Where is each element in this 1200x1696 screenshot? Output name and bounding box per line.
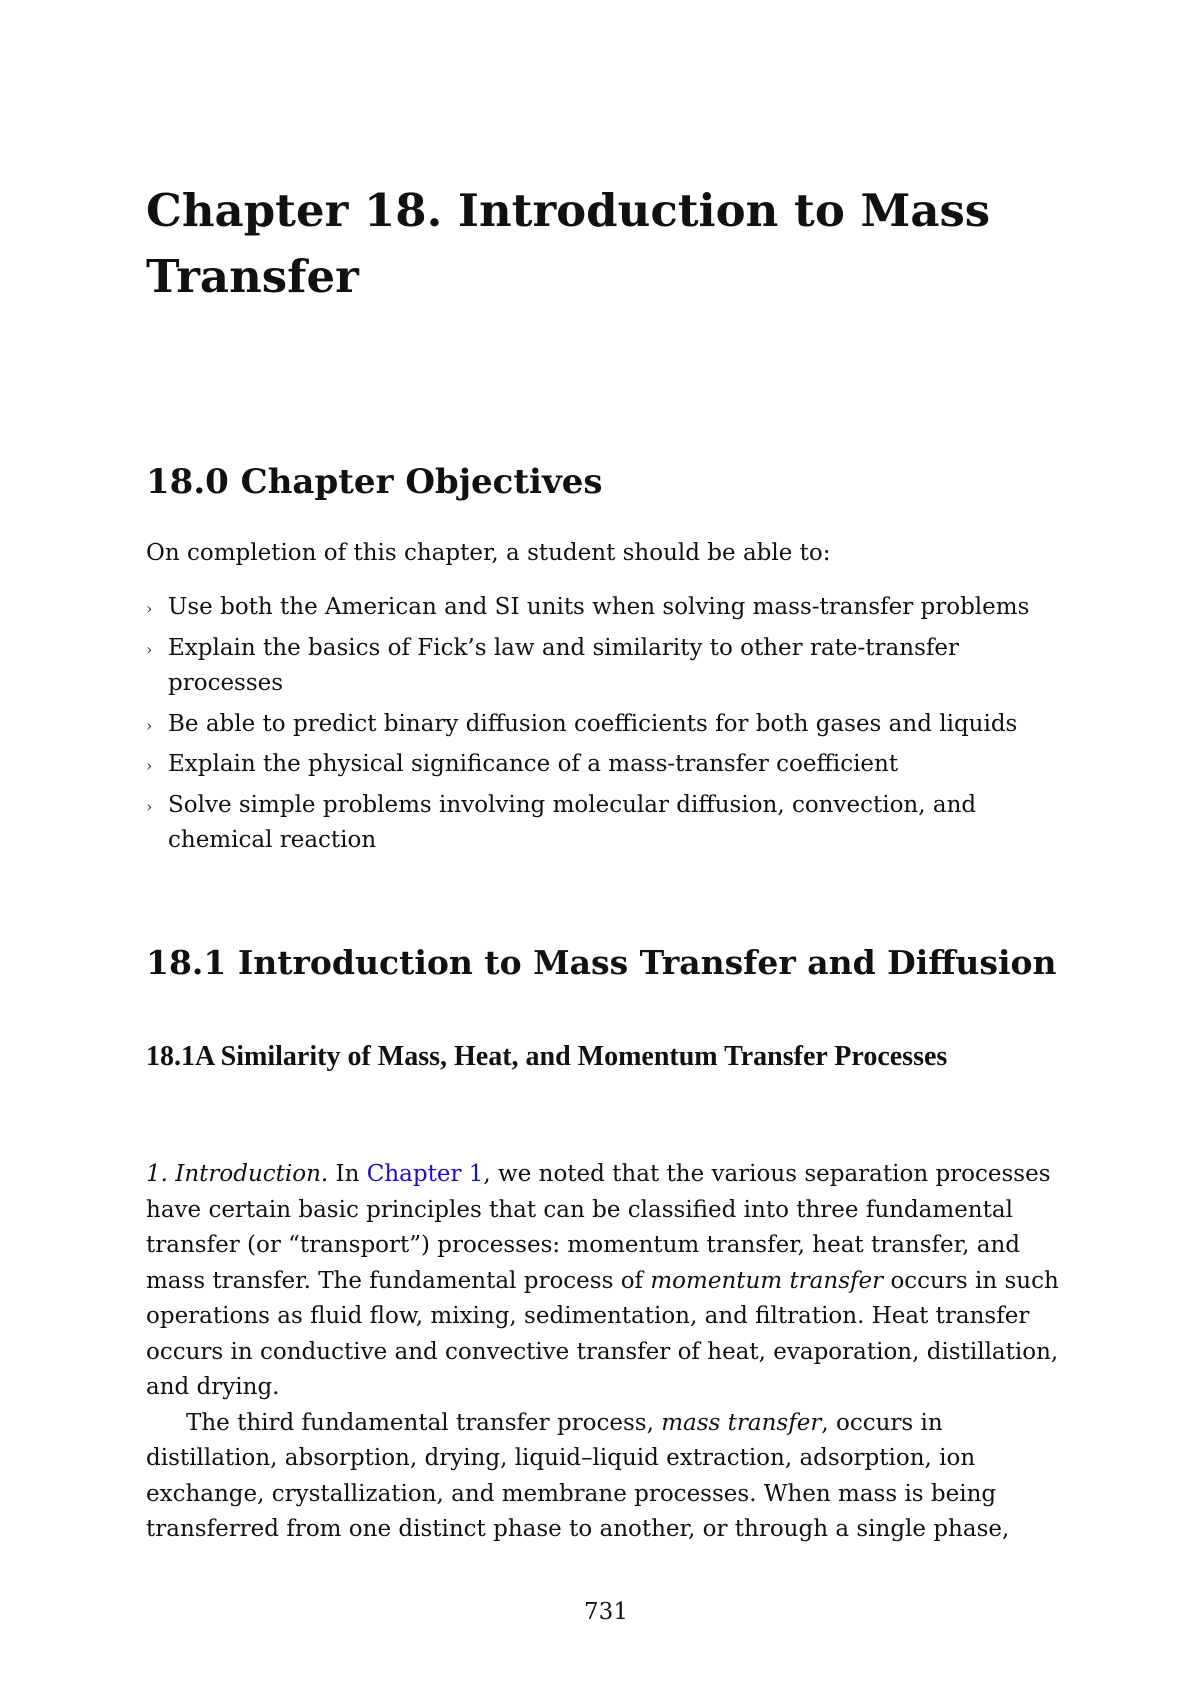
objective-text: Explain the physical significance of a mass-transfer coefficient (168, 751, 899, 777)
paragraph-text: , we noted that the various separation processes have certain basic principles that can be classified into three fundamental transfer (or “transport”) processes: momentum transfer, heat transfer, and mass transfer. The fundamental process of (146, 1161, 1051, 1294)
section-heading-objectives: 18.0 Chapter Objectives (146, 462, 603, 502)
body-paragraphs (146, 1157, 1066, 1548)
subsection-heading-similarity: 18.1A Similarity of Mass, Heat, and Momentum Transfer Processes (146, 1041, 948, 1072)
objective-text: Use both the American and SI units when solving mass-transfer problems (168, 594, 1030, 620)
paragraph-mass-transfer (146, 1406, 1066, 1548)
objective-text: Explain the basics of Fick’s law and similarity to other rate-transfer processes (168, 634, 959, 696)
term-mass-transfer: mass transfer (661, 1409, 822, 1436)
document-page (146, 0, 1066, 1696)
chapter-title-line-2: Transfer (146, 250, 359, 303)
objective-text: Solve simple problems involving molecular diffusion, convection, and chemical reaction (168, 791, 977, 853)
section-heading-mass-transfer: 18.1 Introduction to Mass Transfer and Diffusion (146, 943, 1057, 982)
paragraph-text: occurs in such operations as fluid flow, mixing, sedimentation, and filtration. Heat transfer occurs in conductive and convective transfer of heat, evaporation, distillation, and drying. (146, 1267, 1059, 1400)
paragraph-text: The third fundamental transfer process, (186, 1409, 662, 1436)
paragraph-introduction (146, 1157, 1066, 1406)
paragraph-text: In (328, 1161, 367, 1187)
chapter-1-link[interactable]: Chapter 1 (366, 1161, 484, 1187)
paragraph-lead: 1. Introduction. (146, 1161, 329, 1187)
page-number: 731 (584, 1599, 628, 1625)
objectives-list (146, 590, 1066, 864)
chapter-title (146, 178, 1046, 310)
bullet-icon: › (146, 796, 153, 816)
objective-item (146, 631, 1066, 702)
chapter-title-line-1: Chapter 18. Introduction to Mass (146, 184, 991, 237)
bullet-icon: › (146, 715, 153, 735)
term-momentum-transfer: momentum transfer (650, 1267, 884, 1294)
objective-item (146, 590, 1066, 626)
paragraph-text: , occurs in distillation, absorption, drying, liquid–liquid extraction, adsorption, ion exchange, crystallization, and membrane processes. When mass is being transferred from one distinct phase to another, or through a single phase, (146, 1409, 1010, 1542)
objective-text: Be able to predict binary diffusion coefficients for both gases and liquids (168, 710, 1018, 737)
objective-item (146, 707, 1066, 743)
bullet-icon: › (146, 639, 153, 659)
objectives-intro: On completion of this chapter, a student should be able to: (146, 540, 831, 566)
bullet-icon: › (146, 599, 153, 618)
bullet-icon: › (146, 756, 153, 775)
objective-item (146, 747, 1066, 783)
objective-item (146, 788, 1066, 859)
